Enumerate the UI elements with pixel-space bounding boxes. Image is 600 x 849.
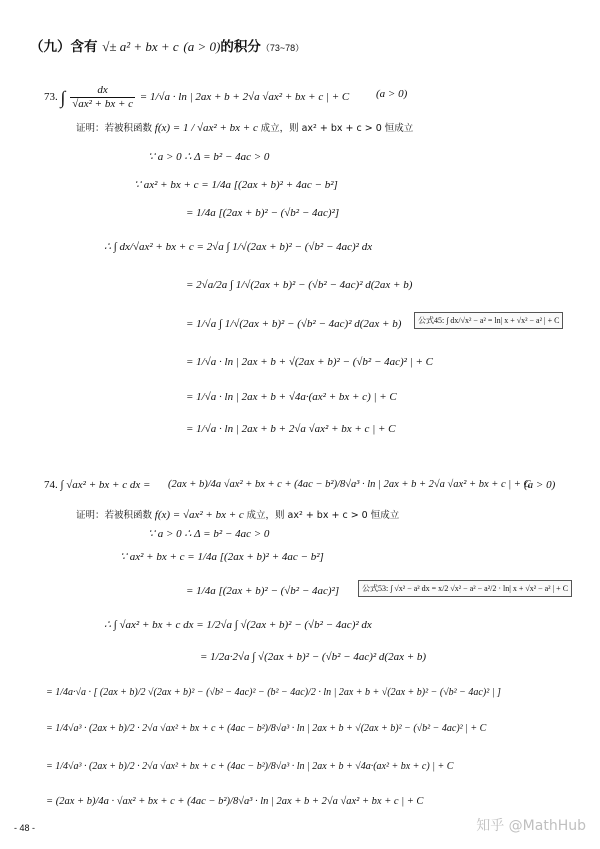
proof-73-step-7: = 1/√a · ln | 2ax + b + √(2ax + b)² − (√b² − 4ac)² | + C	[186, 356, 434, 368]
proof-73-intro: 证明：若被积函数 f(x) = 1 / √ax² + bx + c 成立，则 ax² + bx + c > 0 恒成立	[76, 122, 414, 134]
proof-74-step-3: = 1/4a [(2ax + b)² − (√b² − 4ac)²]	[186, 585, 340, 597]
title-suffix: 的积分	[220, 39, 261, 55]
proof-73-step-9: = 1/√a · ln | 2ax + b + 2√a √ax² + bx + c | + C	[186, 423, 396, 435]
formula-74-lhs: ∫ √ax² + bx + c dx =	[60, 479, 151, 491]
proof-73-step-8: = 1/√a · ln | 2ax + b + √4a·(ax² + bx + c) | + C	[186, 391, 397, 403]
formula-45-reference: 公式45: ∫ dx/√x² − a² = ln| x + √x² − a² | + C	[414, 312, 563, 329]
watermark: 知乎 @MathHub	[476, 818, 586, 834]
proof-74-step-2: ∵ ax² + bx + c = 1/4a [(2ax + b)² + 4ac − b²]	[120, 551, 324, 563]
proof-74-step-5: = 1/2a·2√a ∫ √(2ax + b)² − (√b² − 4ac)² d(2ax + b)	[200, 651, 427, 663]
proof-73-step-6: = 1/√a ∫ 1/√(2ax + b)² − (√b² − 4ac)² d(2ax + b)	[186, 318, 402, 330]
section-title	[30, 40, 304, 55]
proof-73-step-2: ∵ ax² + bx + c = 1/4a [(2ax + b)² + 4ac − b²]	[134, 179, 338, 191]
proof-74-intro: 证明：若被积函数 f(x) = √ax² + bx + c 成立，则 ax² + bx + c > 0 恒成立	[76, 509, 400, 521]
proof-73-step-5: = 2√a/2a ∫ 1/√(2ax + b)² − (√b² − 4ac)² d(2ax + b)	[186, 279, 413, 291]
formula-73-lhs: $\frac{dx}{\text{√ax² + bx + c}}$	[72, 84, 134, 110]
proof-74-step-8: = 1/4√a³ · (2ax + b)/2 · 2√a √ax² + bx + c + (4ac − b²)/8√a³ · ln | 2ax + b + √4a·(ax² + bx + c) | + C	[46, 761, 454, 772]
formula-74-condition: (a > 0)	[524, 479, 556, 491]
formula-73: 73. ∫ $\frac{dx}{\text{√ax² + bx + c}}$ = 1/√a · ln | 2ax + b + 2√a √ax² + bx + c | + C	[44, 84, 350, 110]
formula-74	[44, 478, 150, 492]
proof-74-step-6: = 1/4a·√a · [ (2ax + b)/2 √(2ax + b)² − (√b² − 4ac)² − (b² − 4ac)/2 · ln | 2ax + b + √(2ax + b)² − (√b² − 4ac)² | ]	[46, 687, 501, 698]
title-condition: (a > 0)	[183, 39, 221, 54]
proof-74-step-4: ∴ ∫ √ax² + bx + c dx = 1/2√a ∫ √(2ax + b)² − (√b² − 4ac)² dx	[104, 619, 372, 631]
title-range: （73~78）	[260, 43, 305, 53]
formula-73-condition: (a > 0)	[376, 88, 408, 100]
proof-74-step-7: = 1/4√a³ · (2ax + b)/2 · 2√a √ax² + bx + c + (4ac − b²)/8√a³ · ln | 2ax + b + √(2ax + b)² − (√b² − 4ac)² | + C	[46, 723, 487, 734]
formula-73-rhs: = 1/√a · ln | 2ax + b + 2√a √ax² + bx + c | + C	[139, 91, 350, 104]
formula-74-rhs: (2ax + b)/4a √ax² + bx + c + (4ac − b²)/8√a³ · ln | 2ax + b + 2√a √ax² + bx + c | + C	[168, 479, 531, 490]
formula-53-reference: 公式53: ∫ √x² − a² dx = x/2 √x² − a² − a²/2 · ln| x + √x² − a² | + C	[358, 580, 572, 597]
proof-73-step-3: = 1/4a [(2ax + b)² − (√b² − 4ac)²]	[186, 207, 340, 219]
formula-number: 74.	[44, 479, 58, 491]
title-radical: √± a² + bx + c	[102, 39, 179, 54]
page-number: - 48 -	[14, 823, 36, 833]
proof-74-step-9: = (2ax + b)/4a · √ax² + bx + c + (4ac − b²)/8√a³ · ln | 2ax + b + 2√a √ax² + bx + c | + C	[46, 796, 424, 807]
title-prefix: （九）含有	[30, 39, 98, 55]
proof-73-step-1: ∵ a > 0 ∴ Δ = b² − 4ac > 0	[148, 151, 270, 163]
formula-number: 73.	[44, 91, 58, 104]
proof-73-step-4: ∴ ∫ dx/√ax² + bx + c = 2√a ∫ 1/√(2ax + b)² − (√b² − 4ac)² dx	[104, 241, 373, 253]
proof-74-step-1: ∵ a > 0 ∴ Δ = b² − 4ac > 0	[148, 528, 270, 540]
